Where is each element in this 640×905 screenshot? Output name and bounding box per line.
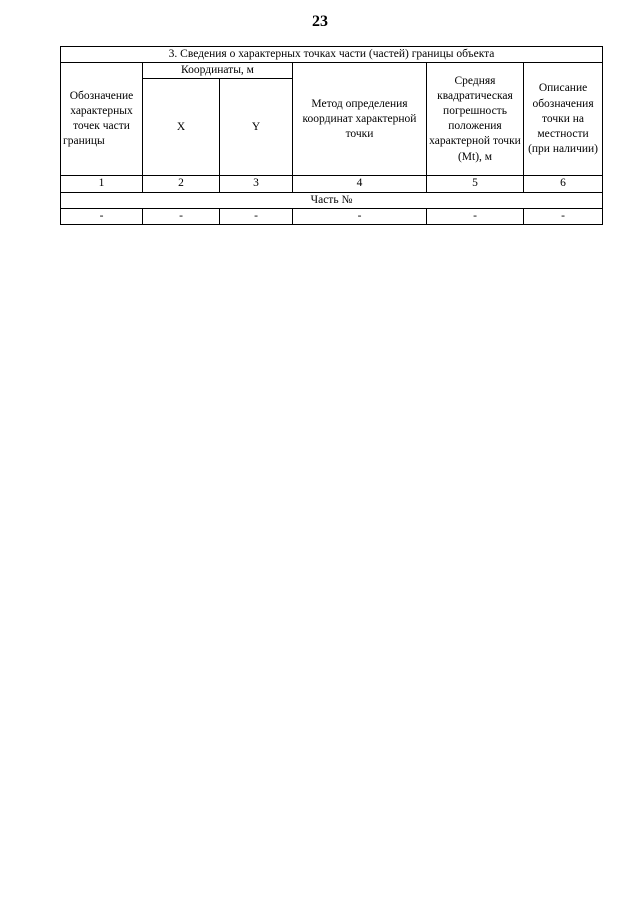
- column-number-1: 1: [61, 176, 143, 192]
- header-x: X: [143, 79, 220, 176]
- part-row: [61, 192, 603, 208]
- table-cell: -: [220, 208, 293, 224]
- part-label: Часть №: [61, 192, 603, 208]
- column-number-4: 4: [293, 176, 427, 192]
- header-row-1: [61, 63, 603, 79]
- column-number-row: [61, 176, 603, 192]
- boundary-points-table: [60, 46, 603, 225]
- column-number-5: 5: [427, 176, 524, 192]
- table-cell: -: [427, 208, 524, 224]
- header-y: Y: [220, 79, 293, 176]
- header-accuracy: Средняя квадратическая погрешность положения характерной точки (Mt), м: [427, 63, 524, 176]
- table-cell: -: [61, 208, 143, 224]
- table-title-row: [61, 47, 603, 63]
- column-number-2: 2: [143, 176, 220, 192]
- page-number: 23: [312, 13, 328, 30]
- column-number-6: 6: [524, 176, 603, 192]
- header-description: Описание обозначения точки на местности (при наличии): [524, 63, 603, 176]
- table-row: [61, 208, 603, 224]
- table-cell: -: [143, 208, 220, 224]
- header-method: Метод определения координат характерной точки: [293, 63, 427, 176]
- header-coordinates: Координаты, м: [143, 63, 293, 79]
- section-title: 3. Сведения о характерных точках части (частей) границы объекта: [61, 47, 603, 63]
- header-point-designation: Обозначение характерных точек части границы: [61, 63, 143, 176]
- table-cell: -: [524, 208, 603, 224]
- column-number-3: 3: [220, 176, 293, 192]
- table-cell: -: [293, 208, 427, 224]
